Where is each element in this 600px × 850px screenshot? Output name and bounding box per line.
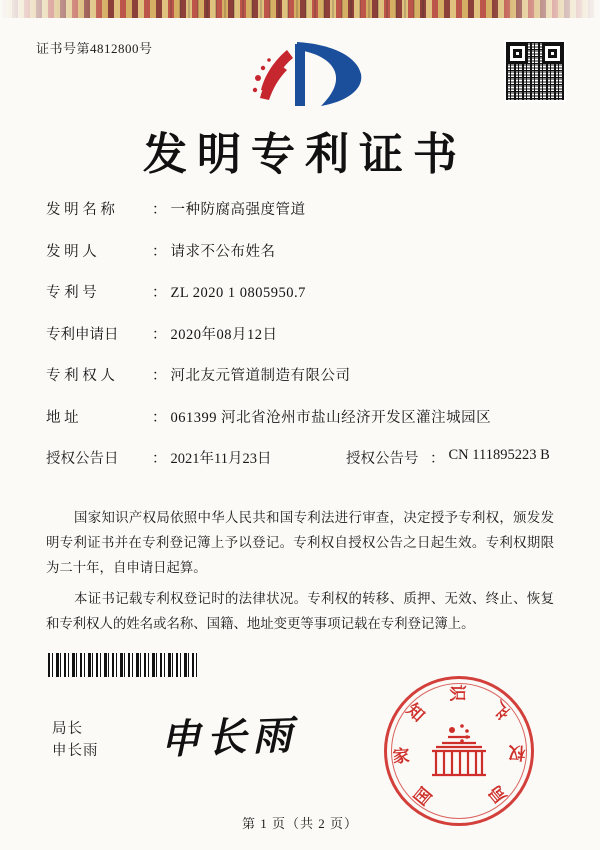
field-value-inventor: 请求不公布姓名 [170,243,276,260]
barcode [48,653,198,677]
decorative-border [0,0,600,18]
field-grant-number [346,447,558,468]
field-value-grant-date: 2021年11月23日 [170,451,272,467]
paragraph-registry: 本证书记载专利权登记时的法律状况。专利权的转移、质押、无效、终止、恢复和专利权人的姓名或名称、国籍、地址变更等事项记载在专利登记簿上。 [46,591,554,631]
seal-char: 知 [402,699,429,726]
page-title: 发明专利证书 [143,130,467,179]
field-value-invention-title: 一种防腐高强度管道 [170,202,306,218]
paragraph-grant: 国家知识产权局依照中华人民共和国专利法进行审查，决定授予专利权，颁发发明专利证书并在专利登记簿上予以登记。专利权自授权公告之日起生效。专利权期限为二十年，自申请日起算。 [46,510,554,575]
field-invention-title [46,198,558,219]
seal-char: 权 [507,742,527,763]
national-emblem-icon [422,717,496,791]
signature-role: 局长 [52,721,83,737]
field-value-patent-number: ZL 2020 1 0805950.7 [170,285,306,301]
field-inventor [46,240,558,261]
field-grant-date [46,447,346,468]
legal-text [46,505,554,642]
field-colon: ： [152,243,167,260]
field-value-grant-number: CN 111895223 B [448,447,550,463]
qr-code-pattern [506,42,564,100]
field-label: 发 明 人 [46,243,97,260]
field-patentee [46,364,558,385]
field-value-address: 061399 河北省沧州市盐山经济开发区灌注城园区 [170,409,492,426]
signature-name: 申长雨 [52,743,99,759]
field-label: 专 利 号 [46,285,97,301]
seal-char: 国 [410,784,436,810]
field-colon: ： [430,451,445,467]
field-colon: ： [152,326,167,343]
field-colon: ： [152,409,167,426]
signature-block [52,718,99,762]
seal-char: 识 [447,684,467,702]
seal-char: 产 [487,697,513,723]
patent-office-logo [235,38,365,110]
field-list [46,198,558,486]
field-value-patentee: 河北友元管道制造有限公司 [170,368,351,384]
field-label: 授权公告号 [346,451,419,467]
field-patent-number [46,281,558,302]
seal-char: 局 [485,781,511,807]
field-value-application-date: 2020年08月12日 [170,326,278,343]
field-grant-row [46,447,558,468]
field-colon: ： [152,202,167,218]
field-application-date [46,323,558,344]
field-colon: ： [152,285,167,301]
field-colon: ： [152,451,167,467]
field-label: 发 明 名 称 [46,202,115,218]
field-label: 专 利 权 人 [46,368,115,384]
certificate-number: 证书号第4812800号 [36,41,153,56]
field-label: 地 址 [46,409,79,426]
field-label: 专利申请日 [46,326,119,343]
page-number: 第 1 页（共 2 页） [241,816,358,831]
signature-handwriting: 申长雨 [159,712,299,763]
field-label: 授权公告日 [46,451,119,467]
field-address [46,406,558,427]
field-colon: ： [152,368,167,384]
qr-code [504,40,566,102]
official-seal [384,676,534,826]
seal-char: 家 [392,746,411,767]
